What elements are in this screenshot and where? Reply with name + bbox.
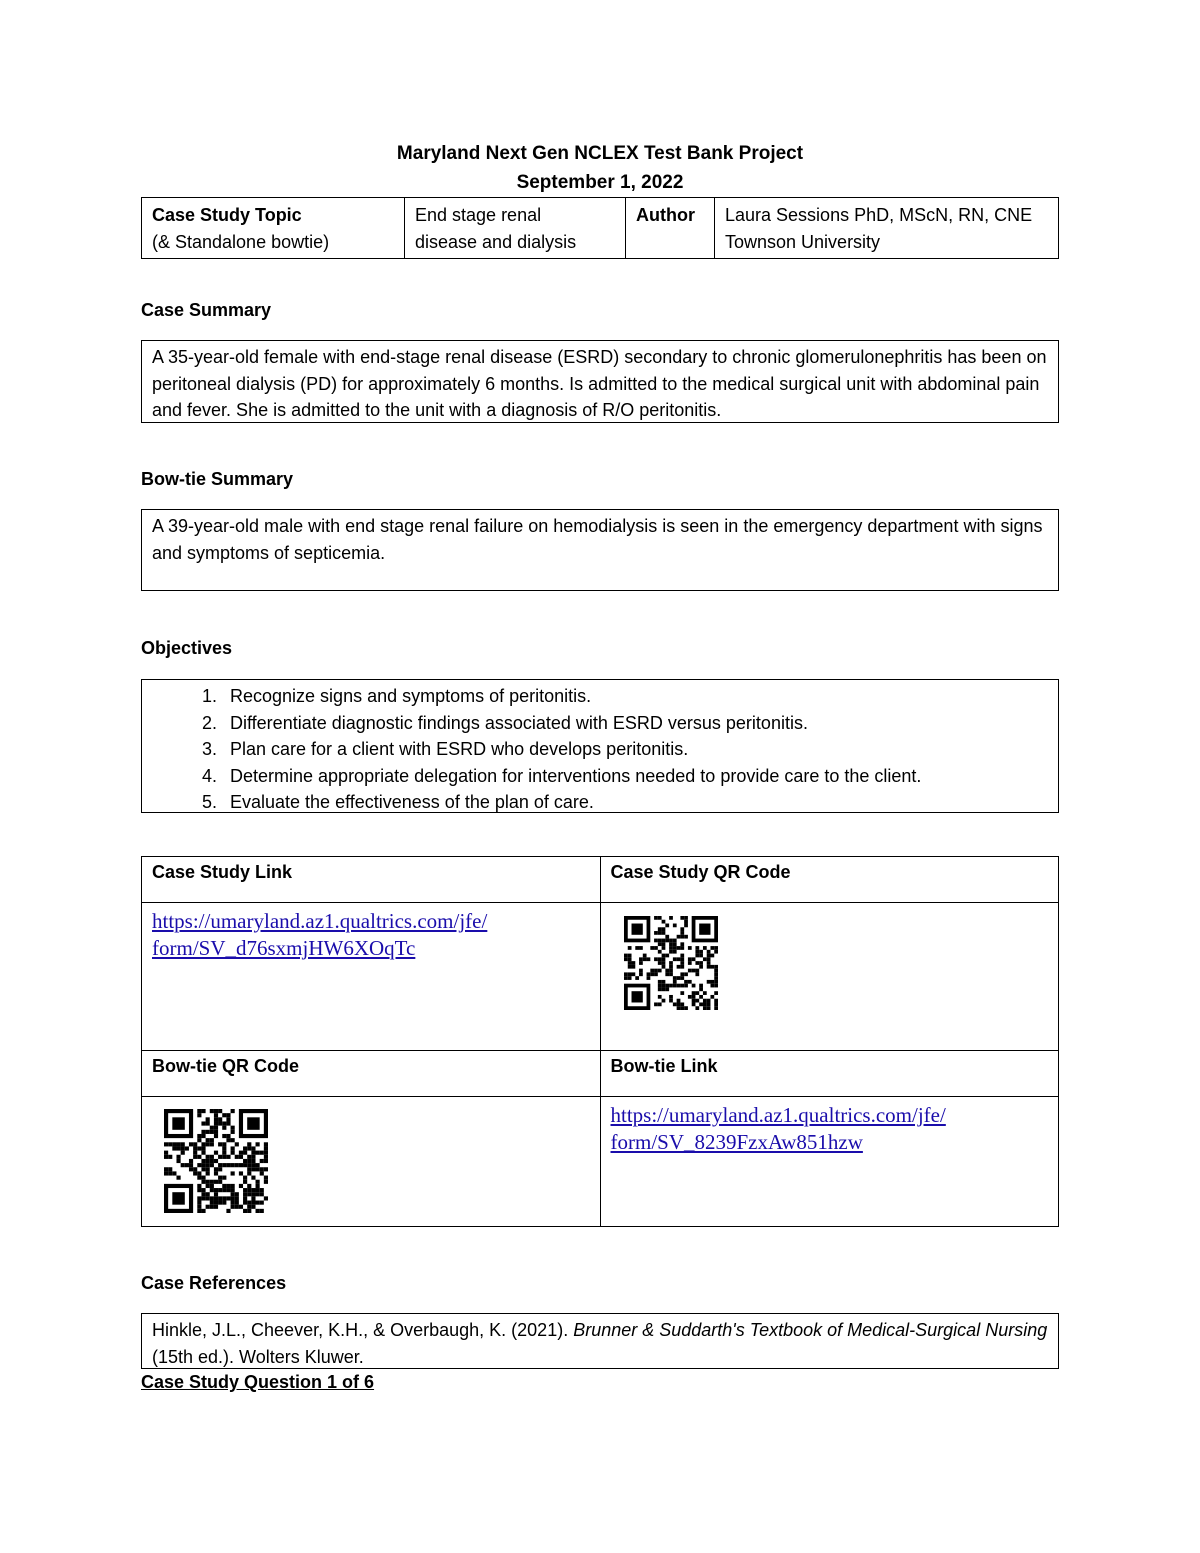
objective-item: 4. Determine appropriate delegation for interventions needed to provide care to the client. <box>222 763 1048 790</box>
topic-value-line2: disease and dialysis <box>415 232 577 252</box>
case-link-cell <box>142 903 601 1051</box>
links-table <box>141 856 1059 1227</box>
bowtie-qr-label: Bow-tie QR Code <box>142 1051 601 1097</box>
author-name: Laura Sessions PhD, MScN, RN, CNE <box>725 205 1033 225</box>
bowtie-qr-cell <box>142 1097 601 1227</box>
bowtie-link-label: Bow-tie Link <box>600 1051 1059 1097</box>
case-summary-box <box>141 340 1059 423</box>
objectives-list <box>152 683 1048 816</box>
question-heading: Case Study Question 1 of 6 <box>141 1372 375 1392</box>
objectives-heading: Objectives <box>141 638 233 658</box>
case-summary-text: A 35-year-old female with end-stage renal disease (ESRD) secondary to chronic glomerulonephritis has been on peritoneal dialysis (PD) for approximately 6 months. Is admitted to the medical surgical unit with abdominal pain and fever. She is admitted to the unit with a diagnosis of R/O peritonitis. <box>152 347 1047 420</box>
bowtie-summary-box <box>141 509 1059 591</box>
bowtie-summary-heading: Bow-tie Summary <box>141 469 294 489</box>
case-info-table <box>141 197 1059 259</box>
bowtie-link[interactable]: https://umaryland.az1.qualtrics.com/jfe/ form/SV_8239FzxAw851hzw <box>610 1103 946 1154</box>
topic-label-cell <box>142 198 405 259</box>
objective-item: 2. Differentiate diagnostic findings associated with ESRD versus peritonitis. <box>222 710 1048 737</box>
case-link-label: Case Study Link <box>142 857 601 903</box>
document-title: Maryland Next Gen NCLEX Test Bank Project <box>396 143 804 164</box>
case-qr-cell <box>600 903 1059 1051</box>
reference-book-title: Brunner & Suddarth's Textbook of Medical-Surgical Nursing <box>573 1320 1048 1340</box>
reference-edition: (15th ed.). Wolters Kluwer. <box>152 1346 364 1367</box>
objectives-box <box>141 679 1059 813</box>
topic-label: Case Study Topic <box>152 205 302 225</box>
qr-code-icon[interactable] <box>624 916 718 1010</box>
case-summary-heading: Case Summary <box>141 300 272 320</box>
objective-item: 5. Evaluate the effectiveness of the plan of care. <box>222 789 1048 816</box>
topic-value-line1: End stage renal <box>415 205 542 225</box>
topic-sublabel: (& Standalone bowtie) <box>152 232 330 252</box>
author-label-cell <box>626 198 715 259</box>
bowtie-summary-text: A 39-year-old male with end stage renal failure on hemodialysis is seen in the emergency department with signs and symptoms of septicemia. <box>152 516 1043 563</box>
author-affiliation: Townson University <box>725 232 881 252</box>
case-qr-label: Case Study QR Code <box>600 857 1059 903</box>
document-date: September 1, 2022 <box>516 172 684 193</box>
author-value-cell <box>715 198 1059 259</box>
objective-item: 1. Recognize signs and symptoms of peritonitis. <box>222 683 1048 710</box>
references-heading: Case References <box>141 1273 287 1293</box>
bowtie-link-cell <box>600 1097 1059 1227</box>
topic-value-cell <box>405 198 626 259</box>
references-box <box>141 1313 1059 1369</box>
objective-item: 3. Plan care for a client with ESRD who develops peritonitis. <box>222 736 1048 763</box>
qr-code-icon[interactable] <box>164 1109 268 1213</box>
author-label: Author <box>636 205 695 225</box>
reference-authors: Hinkle, J.L., Cheever, K.H., & Overbaugh, K. (2021). <box>152 1320 574 1340</box>
case-study-link[interactable]: https://umaryland.az1.qualtrics.com/jfe/ form/SV_d76sxmjHW6XOqTc <box>152 909 488 960</box>
